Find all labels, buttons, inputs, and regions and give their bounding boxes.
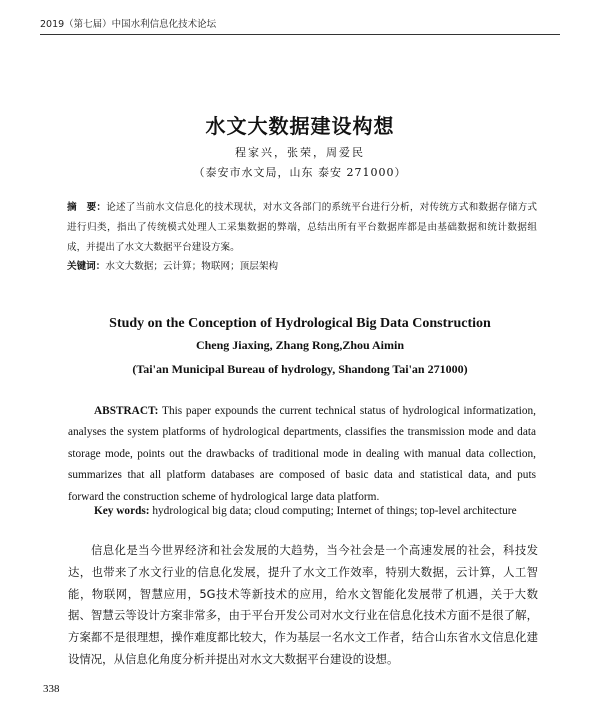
body-paragraph: 信息化是当今世界经济和社会发展的大趋势，当今社会是一个高速发展的社会，科技发达，也带来了水文行业的信息化发展，提升了水文工作效率，特别大数据，云计算，人工智能，物联网，智慧应用，5G技术等新技术的应用，给水文智能化发展带了机遇，关于大数据、智慧云等设计方案非常多，由于平台开发公司对水文行业在信息化技术方面不是很了解，方案都不是很理想，操作难度都比较大，作为基层一名水文工作者，结合山东省水文信息化建设情况，从信息化角度分析并提出对水文大数据平台建设的设想。 (68, 543, 538, 666)
chinese-abstract-text: 论述了当前水文信息化的技术现状，对水文各部门的系统平台进行分析，对传统方式和数据存储方式进行归类，指出了传统模式处理人工采集数据的弊端，总结出所有平台数据库都是由基础数据和统计数据组成，并提出了水文大数据平台建设方案。 (67, 202, 538, 253)
english-keywords (94, 503, 539, 519)
english-abstract-text: This paper expounds the current technical status of hydrological informatization, analyses the system platforms of hydrological departments, classifies the transmission mode and data storage mode, points out the drawbacks of traditional mode in dealing with manual data collection, summarizes that all platform databases are composed of basic data and statistical data, and puts forward the construction scheme of hydrological large data platform. (68, 405, 536, 503)
page-number: 338 (43, 683, 60, 695)
chinese-title: 水文大数据建设构想 (205, 114, 395, 138)
english-abstract (68, 401, 536, 508)
chinese-authors: 程家兴，张荣，周爱民 (235, 146, 365, 159)
english-abstract-label: ABSTRACT: (94, 405, 159, 417)
chinese-keywords-label: 关键词： (67, 261, 106, 272)
chinese-keywords-text: 水文大数据；云计算；物联网；顶层架构 (105, 261, 279, 272)
english-keywords-text: hydrological big data; cloud computing; Internet of things; top-level architecture (149, 505, 517, 517)
english-affiliation: (Tai'an Municipal Bureau of hydrology, Shandong Tai'an 271000) (132, 362, 468, 376)
chinese-abstract (67, 198, 537, 258)
running-head: 2019（第七届）中国水利信息化技术论坛 (40, 18, 560, 35)
chinese-abstract-label: 摘 要： (67, 202, 107, 213)
english-authors: Cheng Jiaxing, Zhang Rong,Zhou Aimin (195, 338, 405, 352)
english-title: Study on the Conception of Hydrological Big Data Construction (109, 316, 491, 331)
chinese-affiliation: （泰安市水文局，山东 泰安 271000） (193, 166, 407, 179)
english-keywords-label: Key words: (94, 505, 150, 517)
chinese-keywords (67, 259, 537, 275)
